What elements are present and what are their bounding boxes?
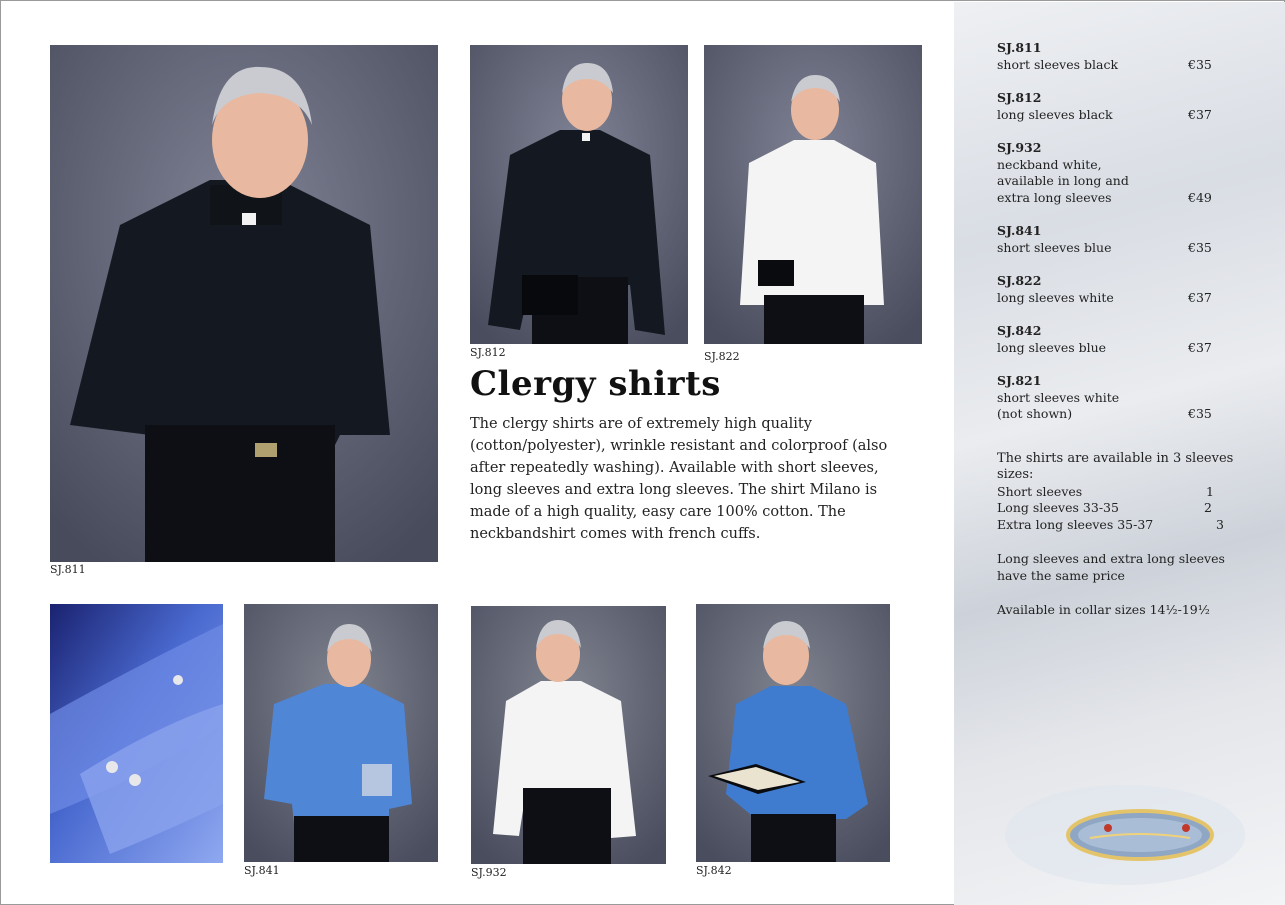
product-price: €35 [1188, 239, 1212, 255]
product-price: €37 [1188, 339, 1212, 355]
photo-cuff-detail [50, 604, 223, 863]
product-desc: short sleeves white [997, 389, 1120, 405]
brand-logo [1000, 780, 1250, 890]
product-price: €35 [1188, 56, 1212, 72]
price-list [997, 40, 1237, 619]
sizes-heading: The shirts are available in 3 sleeves sizes: [997, 450, 1234, 482]
product-code: SJ.932 [997, 140, 1042, 155]
product-desc: extra long sleeves €49 [997, 189, 1212, 205]
product-price: €37 [1188, 289, 1212, 305]
product-sj822 [997, 273, 1237, 306]
description-text: The clergy shirts are of extremely high quality (cotton/polyester), wrinkle resistant and colorproof (also after repeatedly washing). Available with short sleeves, long sleeves and extra long sleeves. The shirt Milano is made of a high quality, easy care 100% cotton. The neckbandshirt comes with french cuffs. [470, 416, 888, 542]
caption-sj842: SJ.842 [696, 864, 732, 877]
photo-sj812 [470, 45, 688, 344]
size-row: Extra long sleeves 35-37 3 [997, 516, 1224, 532]
collar-sizes-note: Available in collar sizes 14½-19½ [997, 602, 1210, 617]
product-sj821 [997, 373, 1237, 423]
product-code: SJ.842 [997, 323, 1042, 338]
size-row: Long sleeves 33-35 2 [997, 500, 1212, 515]
price-sidebar [954, 2, 1285, 905]
product-code: SJ.822 [997, 273, 1042, 288]
caption-sj932: SJ.932 [471, 866, 507, 879]
product-desc: long sleeves white €37 [997, 289, 1212, 305]
product-desc: long sleeves black €37 [997, 106, 1212, 122]
product-sj841 [997, 223, 1237, 256]
product-sj812 [997, 90, 1237, 123]
product-sj932 [997, 140, 1237, 206]
caption-sj822: SJ.822 [704, 350, 740, 363]
product-desc: short sleeves blue €35 [997, 239, 1212, 255]
product-desc: neckband white, [997, 156, 1102, 172]
product-desc: available in long and [997, 173, 1129, 188]
product-code: SJ.821 [997, 373, 1042, 388]
page-title: Clergy shirts [470, 364, 721, 404]
photo-sj811 [50, 45, 438, 562]
product-sj842 [997, 323, 1237, 356]
caption-sj811: SJ.811 [50, 563, 86, 576]
same-price-note: Long sleeves and extra long sleeves have the same price [997, 551, 1225, 583]
size-row: Short sleeves 1 [997, 483, 1214, 499]
product-code: SJ.841 [997, 223, 1042, 238]
product-desc: short sleeves black €35 [997, 56, 1212, 72]
caption-sj841: SJ.841 [244, 864, 280, 877]
product-price: €35 [1188, 406, 1212, 421]
product-code: SJ.811 [997, 40, 1042, 55]
product-sj811 [997, 40, 1237, 73]
product-price: €37 [1188, 106, 1212, 122]
product-code: SJ.812 [997, 90, 1042, 105]
product-price: €49 [1188, 189, 1212, 205]
product-desc: (not shown) €35 [997, 406, 1212, 421]
photo-sj842 [696, 604, 890, 862]
photo-sj841 [244, 604, 438, 862]
photo-sj822 [704, 45, 922, 344]
sleeve-sizes [997, 451, 1237, 534]
photo-sj932 [471, 606, 666, 864]
product-desc: long sleeves blue €37 [997, 339, 1212, 355]
caption-sj812: SJ.812 [470, 346, 506, 359]
